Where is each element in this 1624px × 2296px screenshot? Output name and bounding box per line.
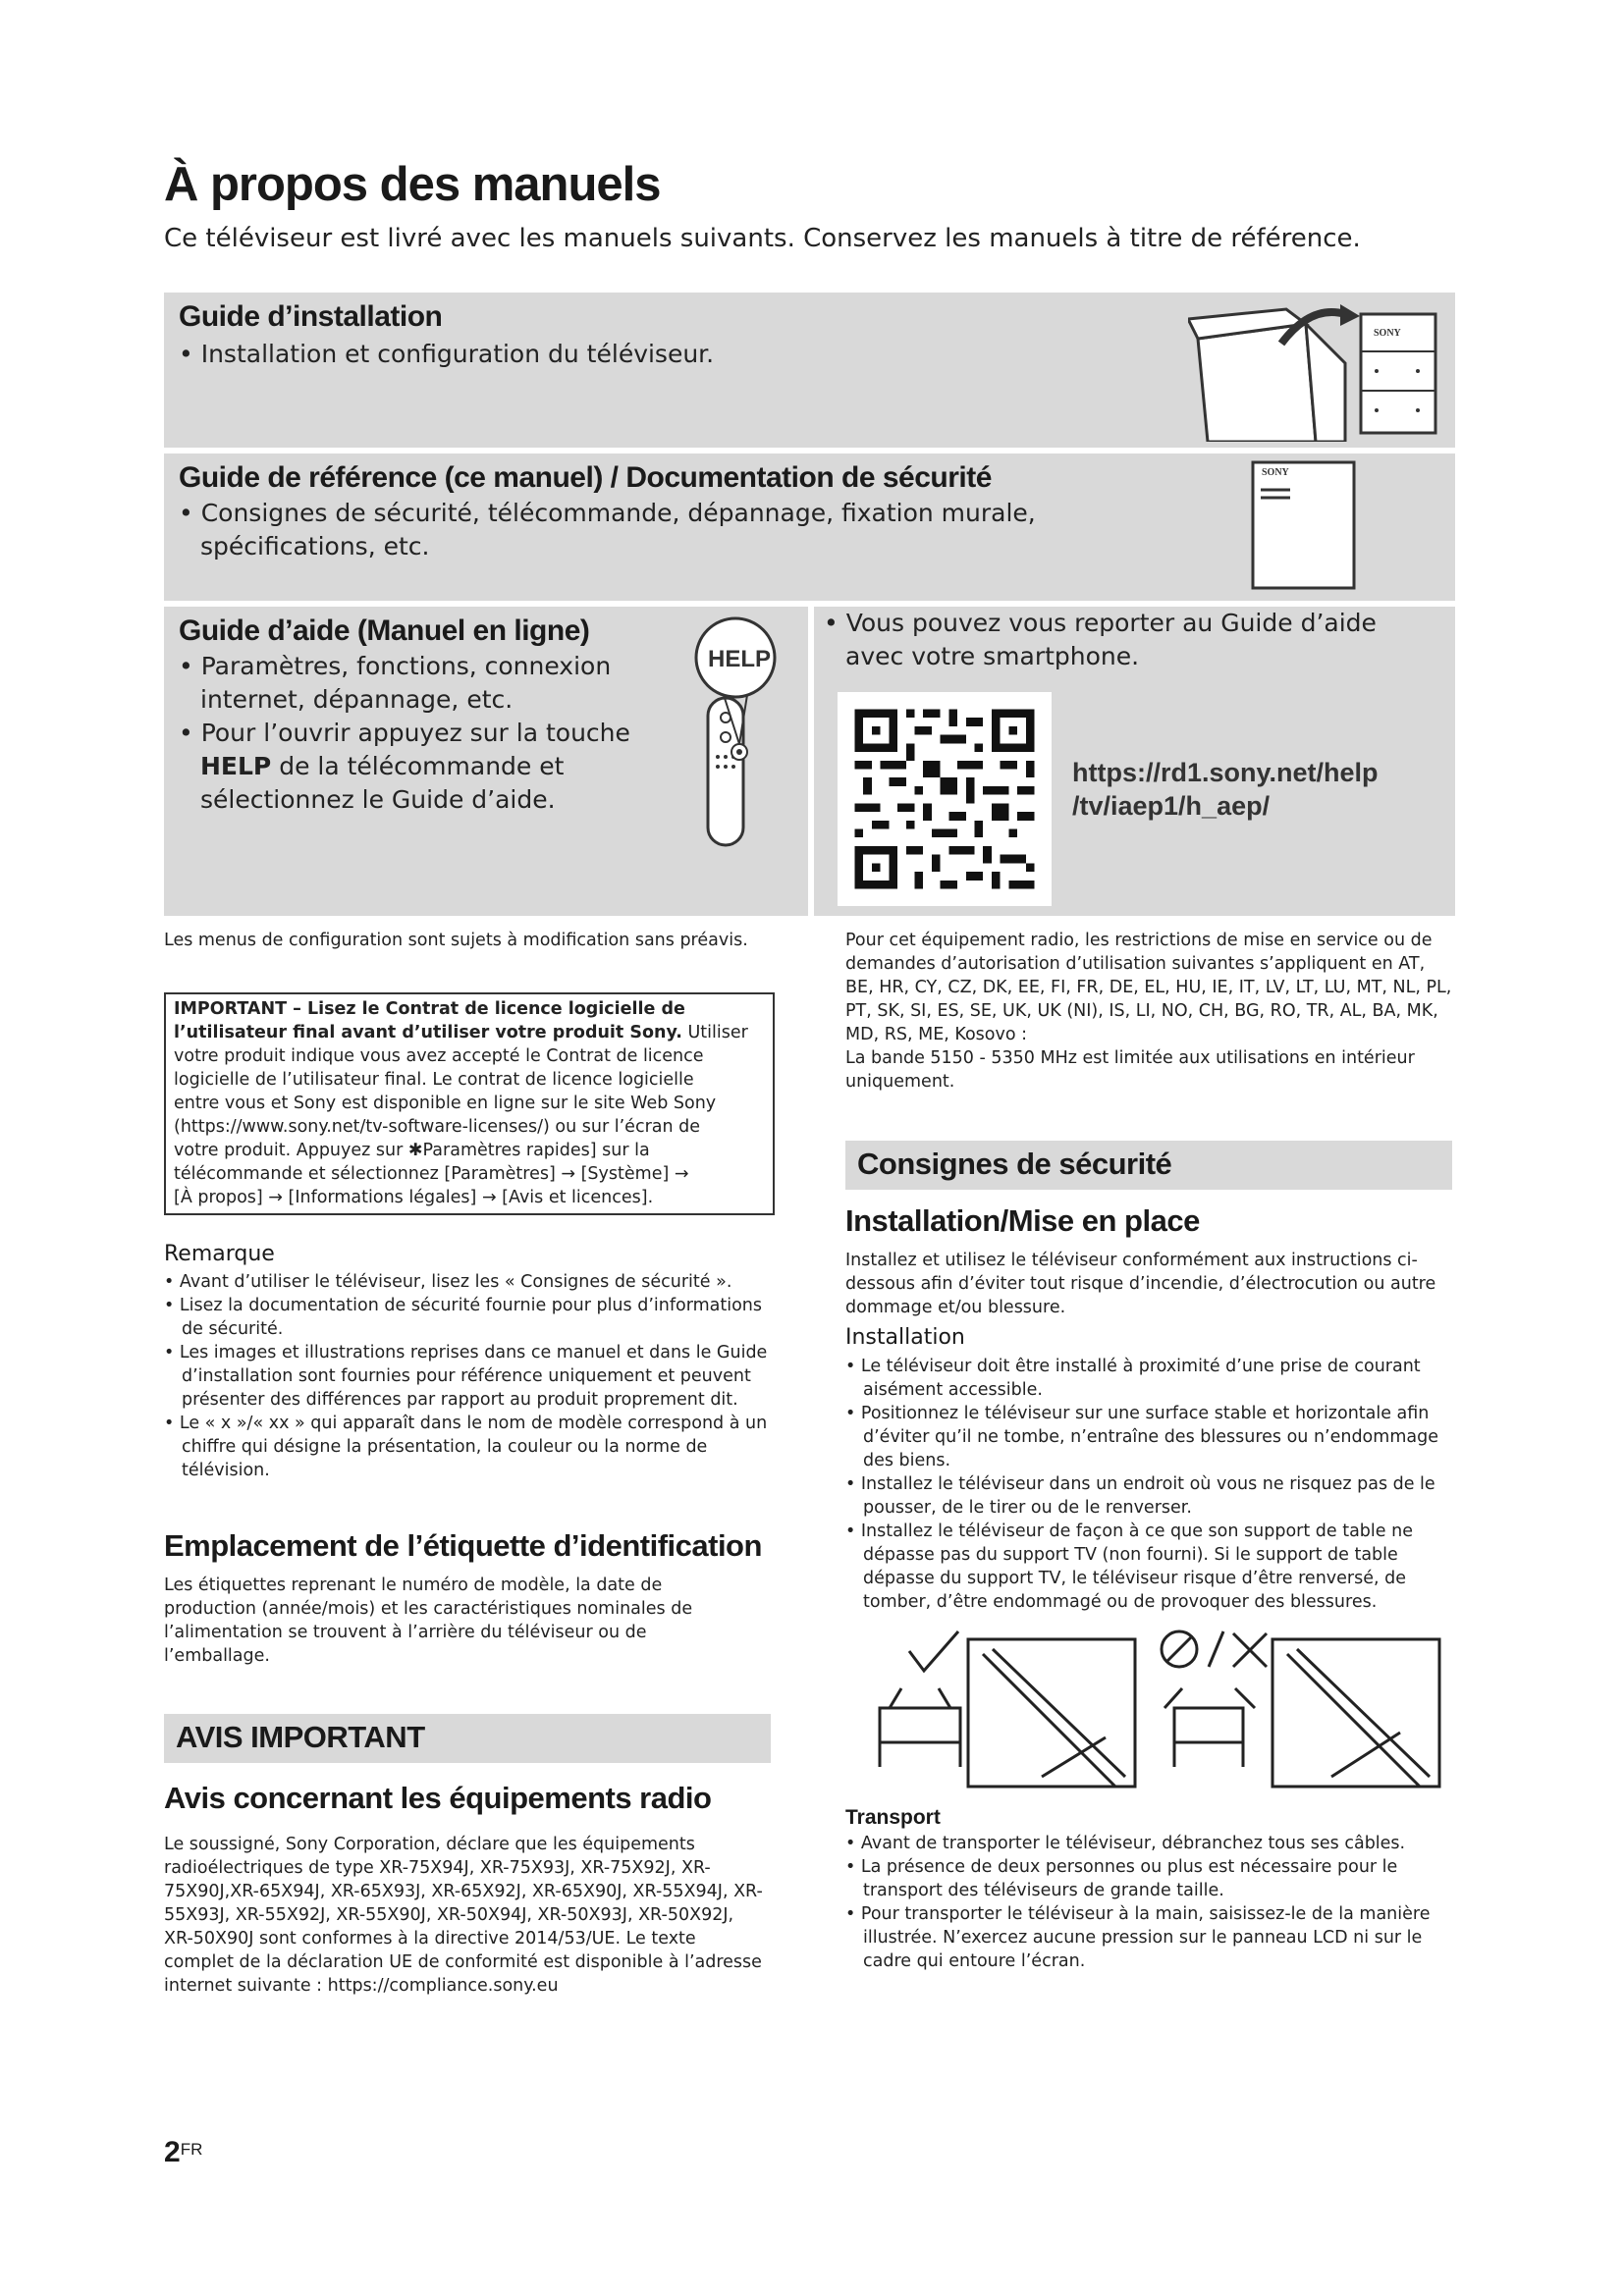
radio-restrictions: Pour cet équipement radio, les restrictions de mise en service ou de demandes d’autorisation d’utilisation suivantes s’appliquent en AT, BE, HR, CY, CZ, DK, EE, FI, FR, DE, EL, HU, IE, IT, LV, LT, LU, MT, NL, PL, PT, SK, SI, ES, SE, UK, UK (NI), IS, LI, NO, CH, BG, RO, TR, AL, BA, MK, MD, RS, ME, Kosovo : (845, 931, 1452, 1044)
safety-title: Consignes de sécurité (857, 1147, 1172, 1181)
band-notice: La bande 5150 - 5350 MHz est limitée aux utilisations en intérieur uniquement. (845, 1048, 1415, 1092)
list-item: • Avant d’utiliser le téléviseur, lisez les « Consignes de sécurité ». (164, 1270, 775, 1294)
avis-important-bar (164, 1714, 771, 1763)
installation-list (845, 1355, 1456, 1614)
reference-booklet-icon (1251, 460, 1356, 590)
list-item: • Le téléviseur doit être installé à proximité d’une prise de courant aisément accessible. (845, 1355, 1456, 1402)
installation-intro: Installez et utilisez le téléviseur conformément aux instructions ci-dessous afin d’éviter tout risque d’incendie, d’électrocution ou autre dommage et/ou blessure. (845, 1251, 1436, 1317)
help-guide-title: Guide d’aide (Manuel en ligne) (179, 614, 590, 647)
transport-list (845, 1832, 1456, 1973)
list-item: • Installez le téléviseur de façon à ce que son support de table ne dépasse pas du support TV (non fourni). Si le support de table dépasse du support TV, le téléviseur risque d’être renversé, de tomber, d’être endommagé ou de provoquer des blessures. (845, 1520, 1456, 1614)
label-section-text: Les étiquettes reprenant le numéro de modèle, la date de production (année/mois) et les caractéristiques nominales de l’alimentation se trouvent à l’arrière du téléviseur ou de l’emballage. (164, 1575, 693, 1666)
important-license-box: IMPORTANT – Lisez le Contrat de licence logicielle de l’utilisateur final avant d’utiliser votre produit Sony. Utiliser votre produit indique vous avez accepté le Contrat de licence logicielle de l’utilisateur final. Le contrat de licence logicielle entre vous et Sony est disponible en ligne sur le site Web Sony (https://www.sony.net/tv-software-licenses/) ou sur l’écran de votre produit. Appuyez sur ✱Paramètres rapides] sur la télécommande et sélectionnez [Paramètres] → [Système] → [À propos] → [Informations légales] → [Avis et licences]. (164, 992, 775, 1215)
online-help-url[interactable]: https://rd1.sony.net/help /tv/iaep1/h_aep/ (1072, 758, 1379, 821)
check-icon (909, 1631, 958, 1671)
installation-subtitle: Installation (845, 1325, 965, 1350)
help-key-label: HELP (708, 646, 772, 672)
installation-guide-bullet: • Installation et configuration du téléviseur. (179, 340, 715, 368)
tv-stand-illustration (870, 1629, 1449, 1796)
online-help-box (814, 607, 1455, 916)
safety-bar (845, 1141, 1452, 1190)
list-item: • Avant de transporter le téléviseur, débranchez tous ses câbles. (845, 1832, 1456, 1855)
help-guide-bullets: • Paramètres, fonctions, connexion internet, dépannage, etc. • Pour l’ouvrir appuyez sur la touche HELP de la télécommande et sélectionnez le Guide d’aide. (179, 652, 630, 814)
qr-code (838, 692, 1052, 906)
reference-guide-box (164, 454, 1455, 601)
label-section-title: Emplacement de l’étiquette d’identification (164, 1528, 762, 1563)
help-guide-box (164, 607, 808, 916)
list-item: • Le « x »/« xx » qui apparaît dans le nom de modèle correspond à un chiffre qui désigne la présentation, la couleur ou la norme de télévision. (164, 1412, 775, 1482)
page-intro: Ce téléviseur est livré avec les manuels suivants. Conservez les manuels à titre de référence. (164, 224, 1361, 253)
avis-important-title: AVIS IMPORTANT (176, 1720, 425, 1754)
quick-settings-icon: ✱ (407, 1141, 423, 1160)
radio-section-title: Avis concernant les équipements radio (164, 1781, 712, 1815)
box-icon (1188, 304, 1375, 442)
page-title: À propos des manuels (164, 158, 661, 211)
reference-booklet-brand: SONY (1262, 467, 1289, 478)
remarque-title: Remarque (164, 1242, 275, 1266)
list-item: • Installez le téléviseur dans un endroit où vous ne risquez pas de le pousser, de le tirer ou de le renverser. (845, 1472, 1456, 1520)
remarque-list (164, 1270, 775, 1482)
list-item: • La présence de deux personnes ou plus est nécessaire pour le transport des téléviseurs de grande taille. (845, 1855, 1456, 1902)
menu-notice: Les menus de configuration sont sujets à modification sans préavis. (164, 931, 748, 950)
list-item: • Pour transporter le téléviseur à la main, saisissez-le de la manière illustrée. N’exercez aucune pression sur le panneau LCD ni sur le cadre qui entoure l’écran. (845, 1902, 1456, 1973)
reference-guide-title: Guide de référence (ce manuel) / Documentation de sécurité (179, 461, 992, 494)
installation-booklet-brand: SONY (1374, 328, 1401, 339)
online-help-bullet: • Vous pouvez vous reporter au Guide d’aide avec votre smartphone. (824, 609, 1377, 670)
cross-icon (1233, 1633, 1267, 1667)
radio-section-text: Le soussigné, Sony Corporation, déclare que les équipements radioélectriques de type XR-75X94J, XR-75X93J, XR-75X92J, XR-75X90J,XR-65X94J, XR-65X93J, XR-65X92J, XR-65X90J, XR-55X94J, XR-55X93J, XR-55X92J, XR-55X90J, XR-50X94J, XR-50X93J, XR-50X92J, XR-50X90J sont conformes à la directive 2014/53/UE. Le texte complet de la déclaration UE de conformité est disponible à l’adresse internet suivante : https://compliance.sony.eu (164, 1835, 763, 1996)
installation-guide-title: Guide d’installation (179, 300, 443, 333)
list-item: • Positionnez le téléviseur sur une surface stable et horizontale afin d’éviter qu’il ne tombe, n’entraîne des blessures ou n’endommage des biens. (845, 1402, 1456, 1472)
reference-guide-bullet: • Consignes de sécurité, télécommande, dépannage, fixation murale, spécifications, etc. (179, 499, 1036, 561)
page-number: $2^{FR}$ (164, 2136, 203, 2168)
list-item: • Les images et illustrations reprises dans ce manuel et dans le Guide d’installation sont fournies pour référence uniquement et peuvent présenter des différences par rapport au produit proprement dit. (164, 1341, 775, 1412)
transport-title: Transport (845, 1806, 941, 1829)
installation-guide-box (164, 293, 1455, 448)
installation-title: Installation/Mise en place (845, 1203, 1200, 1238)
list-item: • Lisez la documentation de sécurité fournie pour plus d’informations de sécurité. (164, 1294, 775, 1341)
